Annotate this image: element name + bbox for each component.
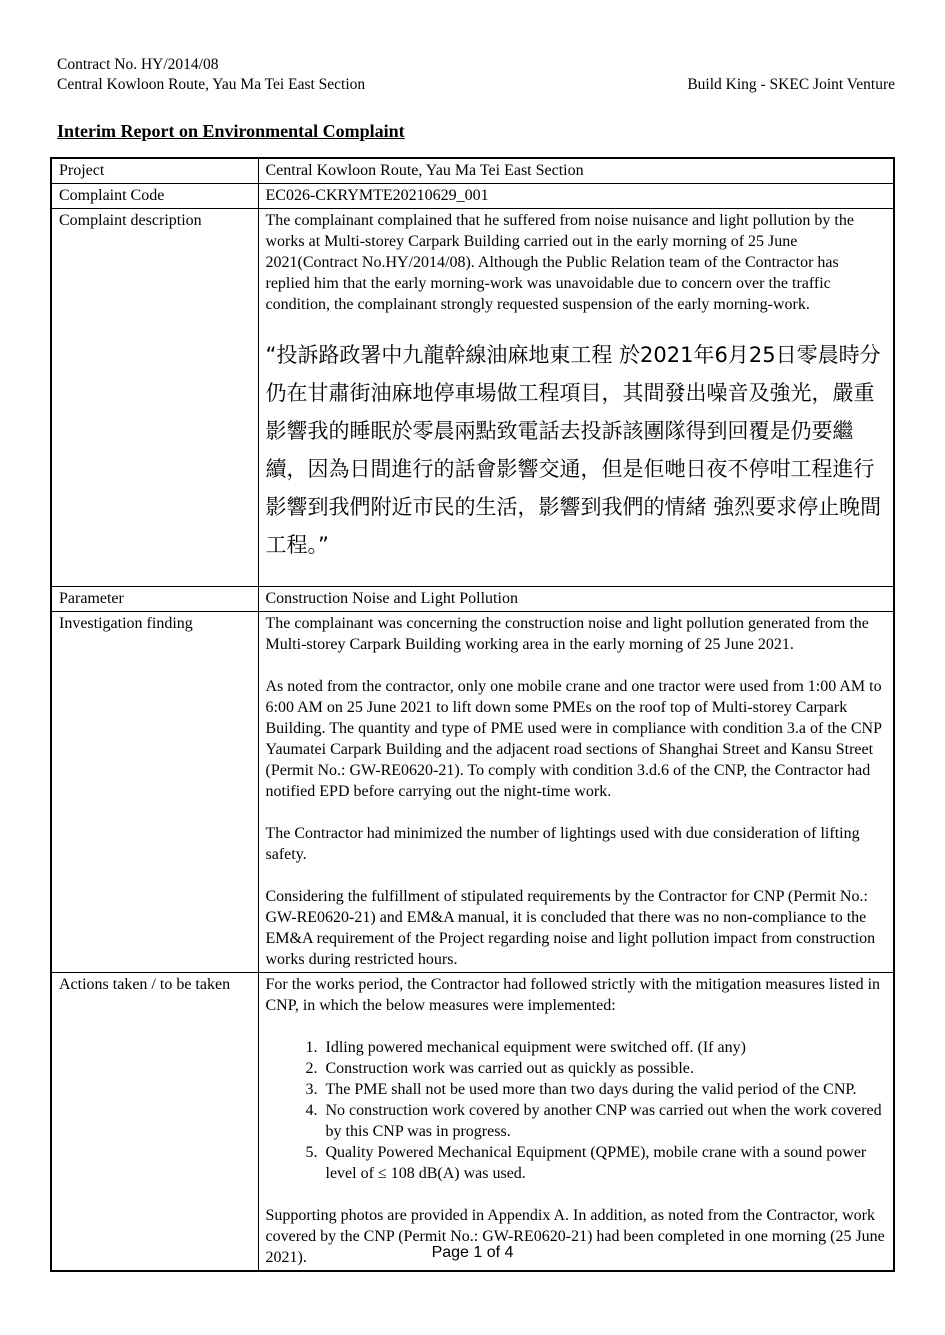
header-second-line [57, 75, 895, 95]
row-value-parameter: Construction Noise and Light Pollution [258, 587, 894, 612]
table-row-complaint-code [51, 184, 894, 209]
measure-item-1: 1. Idling powered mechanical equipment were switched off. (If any) [322, 1037, 887, 1058]
row-value-actions-taken [258, 973, 894, 1272]
row-label-investigation-finding: Investigation finding [51, 612, 258, 973]
row-label-complaint-code: Complaint Code [51, 184, 258, 209]
contract-number: Contract No. HY/2014/08 [57, 56, 219, 73]
row-value-complaint-code: EC026-CKRYMTE20210629_001 [258, 184, 894, 209]
actions-closing: Supporting photos are provided in Appendix A. In addition, as noted from the Contractor, work covered by the CNP (Permit No.: GW-RE0620-21) had been completed in one morning (25 June 2021). [265, 1207, 885, 1266]
finding-paragraph-4: Considering the fulfillment of stipulated requirements by the Contractor for CNP (Permit No.: GW-RE0620-21) and EM&A manual, it is concluded that there was no non-compliance to the EM&A requirement of the Project regarding noise and light pollution impact from construction works during restricted hours. [265, 888, 876, 968]
measure-item-4: 4. No construction work covered by another CNP was carried out when the work covered by this CNP was in progress. [322, 1100, 887, 1142]
table-row-complaint-description [51, 209, 894, 587]
row-label-complaint-description: Complaint description [51, 209, 258, 587]
complaint-description-english: The complainant complained that he suffered from noise nuisance and light pollution by the works at Multi-storey Carpark Building carried out in the early morning of 25 June 2021(Contract No.HY/2014/08). Although the Public Relation team of the Contractor has replied him that the early morning-work was unavoidable due to concern over the traffic condition, the complainant strongly requested suspension of the early morning-work. [265, 212, 854, 313]
measure-item-2: 2. Construction work was carried out as quickly as possible. [322, 1058, 887, 1079]
finding-paragraph-3: The Contractor had minimized the number of lightings used with due consideration of lifting safety. [265, 825, 860, 863]
complaint-report-table [50, 157, 895, 1272]
mitigation-measure-list [266, 1037, 887, 1184]
row-label-parameter: Parameter [51, 587, 258, 612]
project-name: Central Kowloon Route, Yau Ma Tei East Section [57, 76, 366, 93]
row-value-investigation-finding [258, 612, 894, 973]
joint-venture-name: Build King - SKEC Joint Venture [687, 76, 895, 93]
measure-item-3: 3. The PME shall not be used more than two days during the valid period of the CNP. [322, 1079, 887, 1100]
finding-paragraph-1: The complainant was concerning the construction noise and light pollution generated from the Multi-storey Carpark Building working area in the early morning of 25 June 2021. [265, 615, 869, 653]
table-row-investigation-finding [51, 612, 894, 973]
row-value-complaint-description [258, 209, 894, 587]
report-title: Interim Report on Environmental Complaint [57, 121, 405, 141]
table-row-actions-taken [51, 973, 894, 1272]
table-row-project [51, 158, 894, 184]
table-row-parameter [51, 587, 894, 612]
row-label-actions-taken: Actions taken / to be taken [51, 973, 258, 1272]
finding-paragraph-2: As noted from the contractor, only one mobile crane and one tractor were used from 1:00 AM to 6:00 AM on 25 June 2021 to lift down some PMEs on the roof top of Multi-storey Carpark Building. The quantity and type of PME used were in compliance with condition 3.a of the CNP Yaumatei Carpark Building and the adjacent road sections of Shanghai Street and Kansu Street (Permit No.: GW-RE0620-21). To comply with condition 3.d.6 of the CNP, the Contractor had notified EPD before carrying out the night-time work. [265, 678, 882, 800]
actions-intro: For the works period, the Contractor had followed strictly with the mitigation measures listed in CNP, in which the below measures were implemented: [265, 976, 881, 1014]
row-value-project: Central Kowloon Route, Yau Ma Tei East Section [258, 158, 894, 184]
row-label-project: Project [51, 158, 258, 184]
measure-item-5: 5. Quality Powered Mechanical Equipment (QPME), mobile crane with a sound power level of ≤ 108 dB(A) was used. [322, 1142, 887, 1184]
page-number: Page 1 of 4 [431, 1244, 514, 1261]
complaint-quote-chinese: “投訴路政署中九龍幹線油麻地東工程 於2021年6月25日零晨時分仍在甘肅街油麻地停車場做工程項目，其間發出噪音及強光，嚴重影響我的睡眠於零晨兩點致電話去投訴該團隊得到回覆是仍要繼續，因為日間進行的話會影響交通，但是佢哋日夜不停咁工程進行影響到我們附近市民的生活，影響到我們的情緒 強烈要求停止晚間工程。” [265, 343, 882, 557]
document-header [0, 0, 945, 95]
